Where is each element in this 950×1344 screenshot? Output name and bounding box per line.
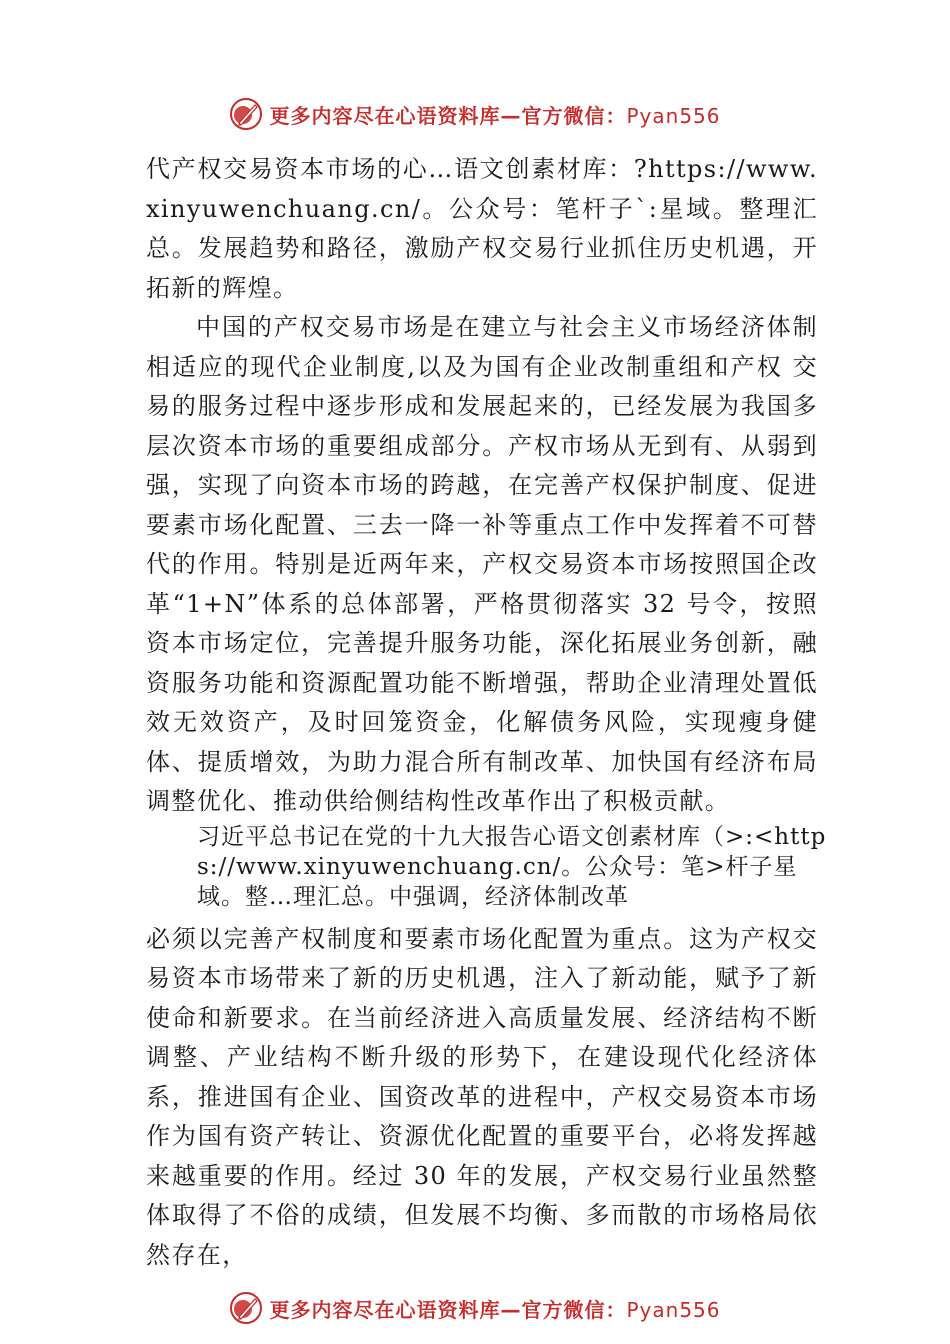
banner-text [269,1294,720,1323]
banner-label: 更多内容尽在心语资料库—官方微信： [269,1297,627,1322]
paragraph-3: 必须以完善产权制度和要素市场化配置为重点。这为产权交易资本市场带来了新的历史机遇，注入了新动能，赋予了新使命和新要求。在当前经济进入高质量发展、经济结构不断调整、产业结构不断升级的形势下，在建设现代化经济体系，推进国有企业、国资改革的进程中，产权交易资本市场作为国有资产转让、资源优化配置的重要平台，必将发挥越来越重要的作用。经过 30 年的发展，产权交易行业虽然整体取得了不俗的成绩，但发展不均衡、多而散的市场格局依然存在， [146,924,818,1269]
pen-logo-icon [229,1291,263,1325]
paragraph-2: 中国的产权交易市场是在建立与社会主义市场经济体制相适应的现代企业制度,以及为国有企业改制重组和产权 交易的服务过程中逐步形成和发展起来的，已经发展为我国多层次资本市场的重要组成部分。产权市场从无到有、从弱到强，实现了向资本市场的跨越，在完善产权保护制度、促进要素市场化配置、三去一降一补等重点工作中发挥着不可替代的作用。特别是近两年来，产权交易资本市场按照国企改革“1+N”体系的总体部署，严格贯彻落实 32 号令，按照资本市场定位，完善提升服务功能，深化拓展业务创新，融资服务功能和资源配置功能不断增强，帮助企业清理处置低效无效资产，及时回笼资金，化解债务风险，实现瘦身健体、提质增效，为助力混合所有制改革、加快国有经济布局调整优化、推动供给侧结构性改革作出了积极贡献。 [146,313,818,815]
watermark-inline-note: 习近平总书记在党的十九大报告心语文创素材库（>:<https://www.xinyuwenchuang.cn/。公众号：笔>杆子星域。整…理汇总。中强调，经济体制改革 [197,823,827,910]
document-body [146,150,827,1275]
footer-banner [0,1288,950,1328]
banner-label: 更多内容尽在心语资料库—官方微信： [269,103,627,128]
banner-handle: Pyan556 [626,103,721,128]
pen-logo-icon [229,97,263,131]
header-banner [0,94,950,134]
banner-handle: Pyan556 [626,1297,721,1322]
paragraph-1: 代产权交易资本市场的心…语文创素材库：?https://www.xinyuwenchuang.cn/。公众号：笔杆子`:星域。整理汇总。发展趋势和路径，激励产权交易行业抓住历史机遇，开拓新的辉煌。 [146,155,818,302]
banner-text [269,100,720,129]
